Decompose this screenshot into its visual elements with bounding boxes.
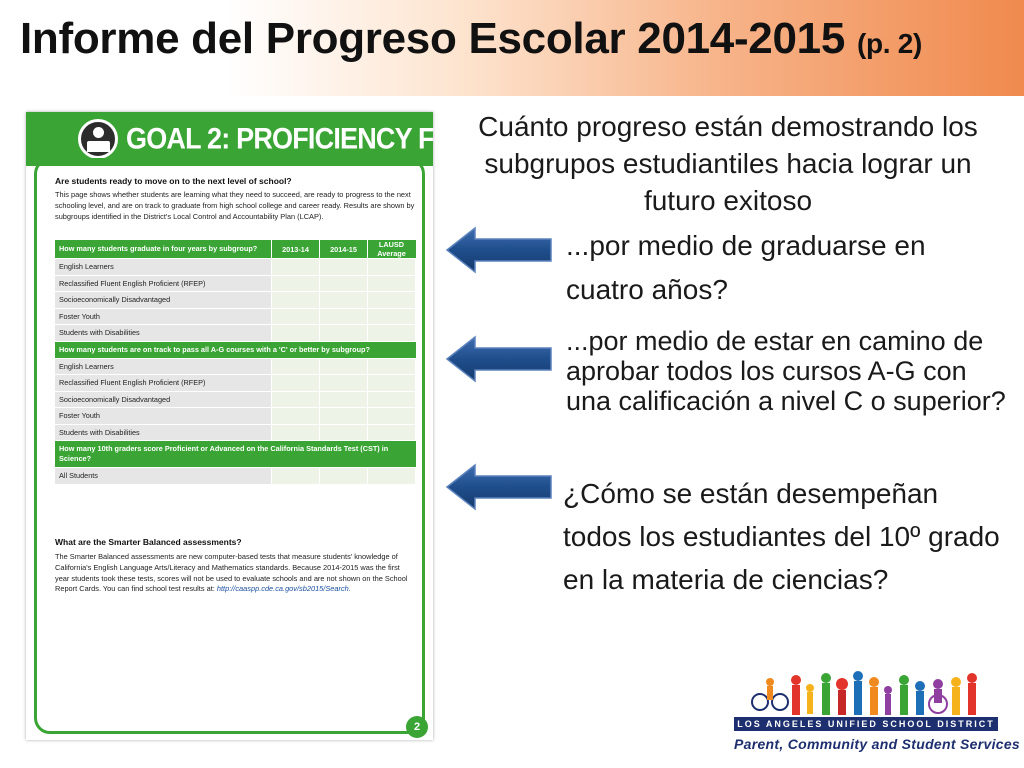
table-row: Socioeconomically Disadvantaged (55, 392, 416, 409)
point-a-g-courses: ...por medio de estar en camino de aprobar todos los cursos A-G con una calificación a nivel C o superior? (566, 326, 1006, 416)
doc-link: http://caaspp.cde.ca.gov/sb2015/Search. (216, 584, 351, 594)
goal-student-reading-icon (78, 119, 118, 159)
page-number-badge: 2 (406, 716, 428, 738)
left-arrow-icon (445, 226, 553, 274)
left-arrow-icon (445, 463, 553, 511)
logo-district-name: LOS ANGELES UNIFIED SCHOOL DISTRICT (734, 717, 998, 731)
table-row: English Learners (55, 359, 416, 376)
community-figures-icon (734, 668, 998, 718)
table-header-question: How many students graduate in four years by subgroup? (59, 244, 258, 253)
column-header: LAUSD Average (367, 240, 415, 258)
doc-section1-heading: Are students ready to move on to the next level of school? (55, 176, 292, 186)
question-heading: Cuánto progreso están demostrando los subgrupos estudiantiles hacia lograr un futuro exitoso (478, 111, 978, 216)
table-section-question: How many 10th graders score Proficient or Advanced on the California Standards Test (CST) in Science? (55, 441, 416, 468)
column-header: 2013-14 (271, 240, 319, 258)
point-graduation: ...por medio de graduarse en cuatro años? (566, 230, 926, 305)
left-arrow-icon (445, 335, 553, 383)
report-page-thumbnail (26, 112, 529, 740)
point-science: ¿Cómo se están desempeñan todos los estudiantes del 10º grado en la materia de ciencias? (563, 478, 1000, 595)
doc-section1-text: This page shows whether students are learning what they need to succeed, are ready to progress to the next schooling level, and are on track to graduate from high school college and career ready. Results are shown by subgroups identified in the District's Local Control and Accountability Plan (LCAP). (55, 190, 415, 221)
table-header (55, 240, 416, 259)
table-row: All Students (55, 468, 416, 485)
slide-title: Informe del Progreso Escolar 2014-2015 (p. 2) (20, 14, 923, 63)
table-row: Students with Disabilities (55, 425, 416, 442)
district-logo (734, 668, 1021, 764)
table-row: Students with Disabilities (55, 325, 416, 342)
table-row: English Learners (55, 259, 416, 276)
table-row: Reclassified Fluent English Proficient (RFEP) (55, 276, 416, 293)
table-row: Reclassified Fluent English Proficient (RFEP) (55, 375, 416, 392)
table-row: Socioeconomically Disadvantaged (55, 292, 416, 309)
logo-department-name: Parent, Community and Student Services (734, 736, 1021, 752)
doc-section2-heading: What are the Smarter Balanced assessments? (55, 537, 242, 547)
goal-title: GOAL 2: PROFICIENCY FOR ALL (126, 122, 529, 156)
column-header: 2014-15 (319, 240, 367, 258)
doc-section2-text: The Smarter Balanced assessments are new computer-based tests that measure students' knowledge of California's English Language Arts/Literacy and Mathematics standards. Because 2014-2015 was the first year students took these tests, scores will not be used to evaluate schools and are not shown on the School Report Cards. You can find school test results at: http://caaspp.cde.ca.gov/sb2015/Search. (55, 552, 408, 594)
table-section-question: How many students are on track to pass all A-G courses with a 'C' or better by subgroup? (55, 342, 416, 359)
table-row: Foster Youth (55, 408, 416, 425)
table-row: Foster Youth (55, 309, 416, 326)
subgroup-table (55, 240, 416, 485)
